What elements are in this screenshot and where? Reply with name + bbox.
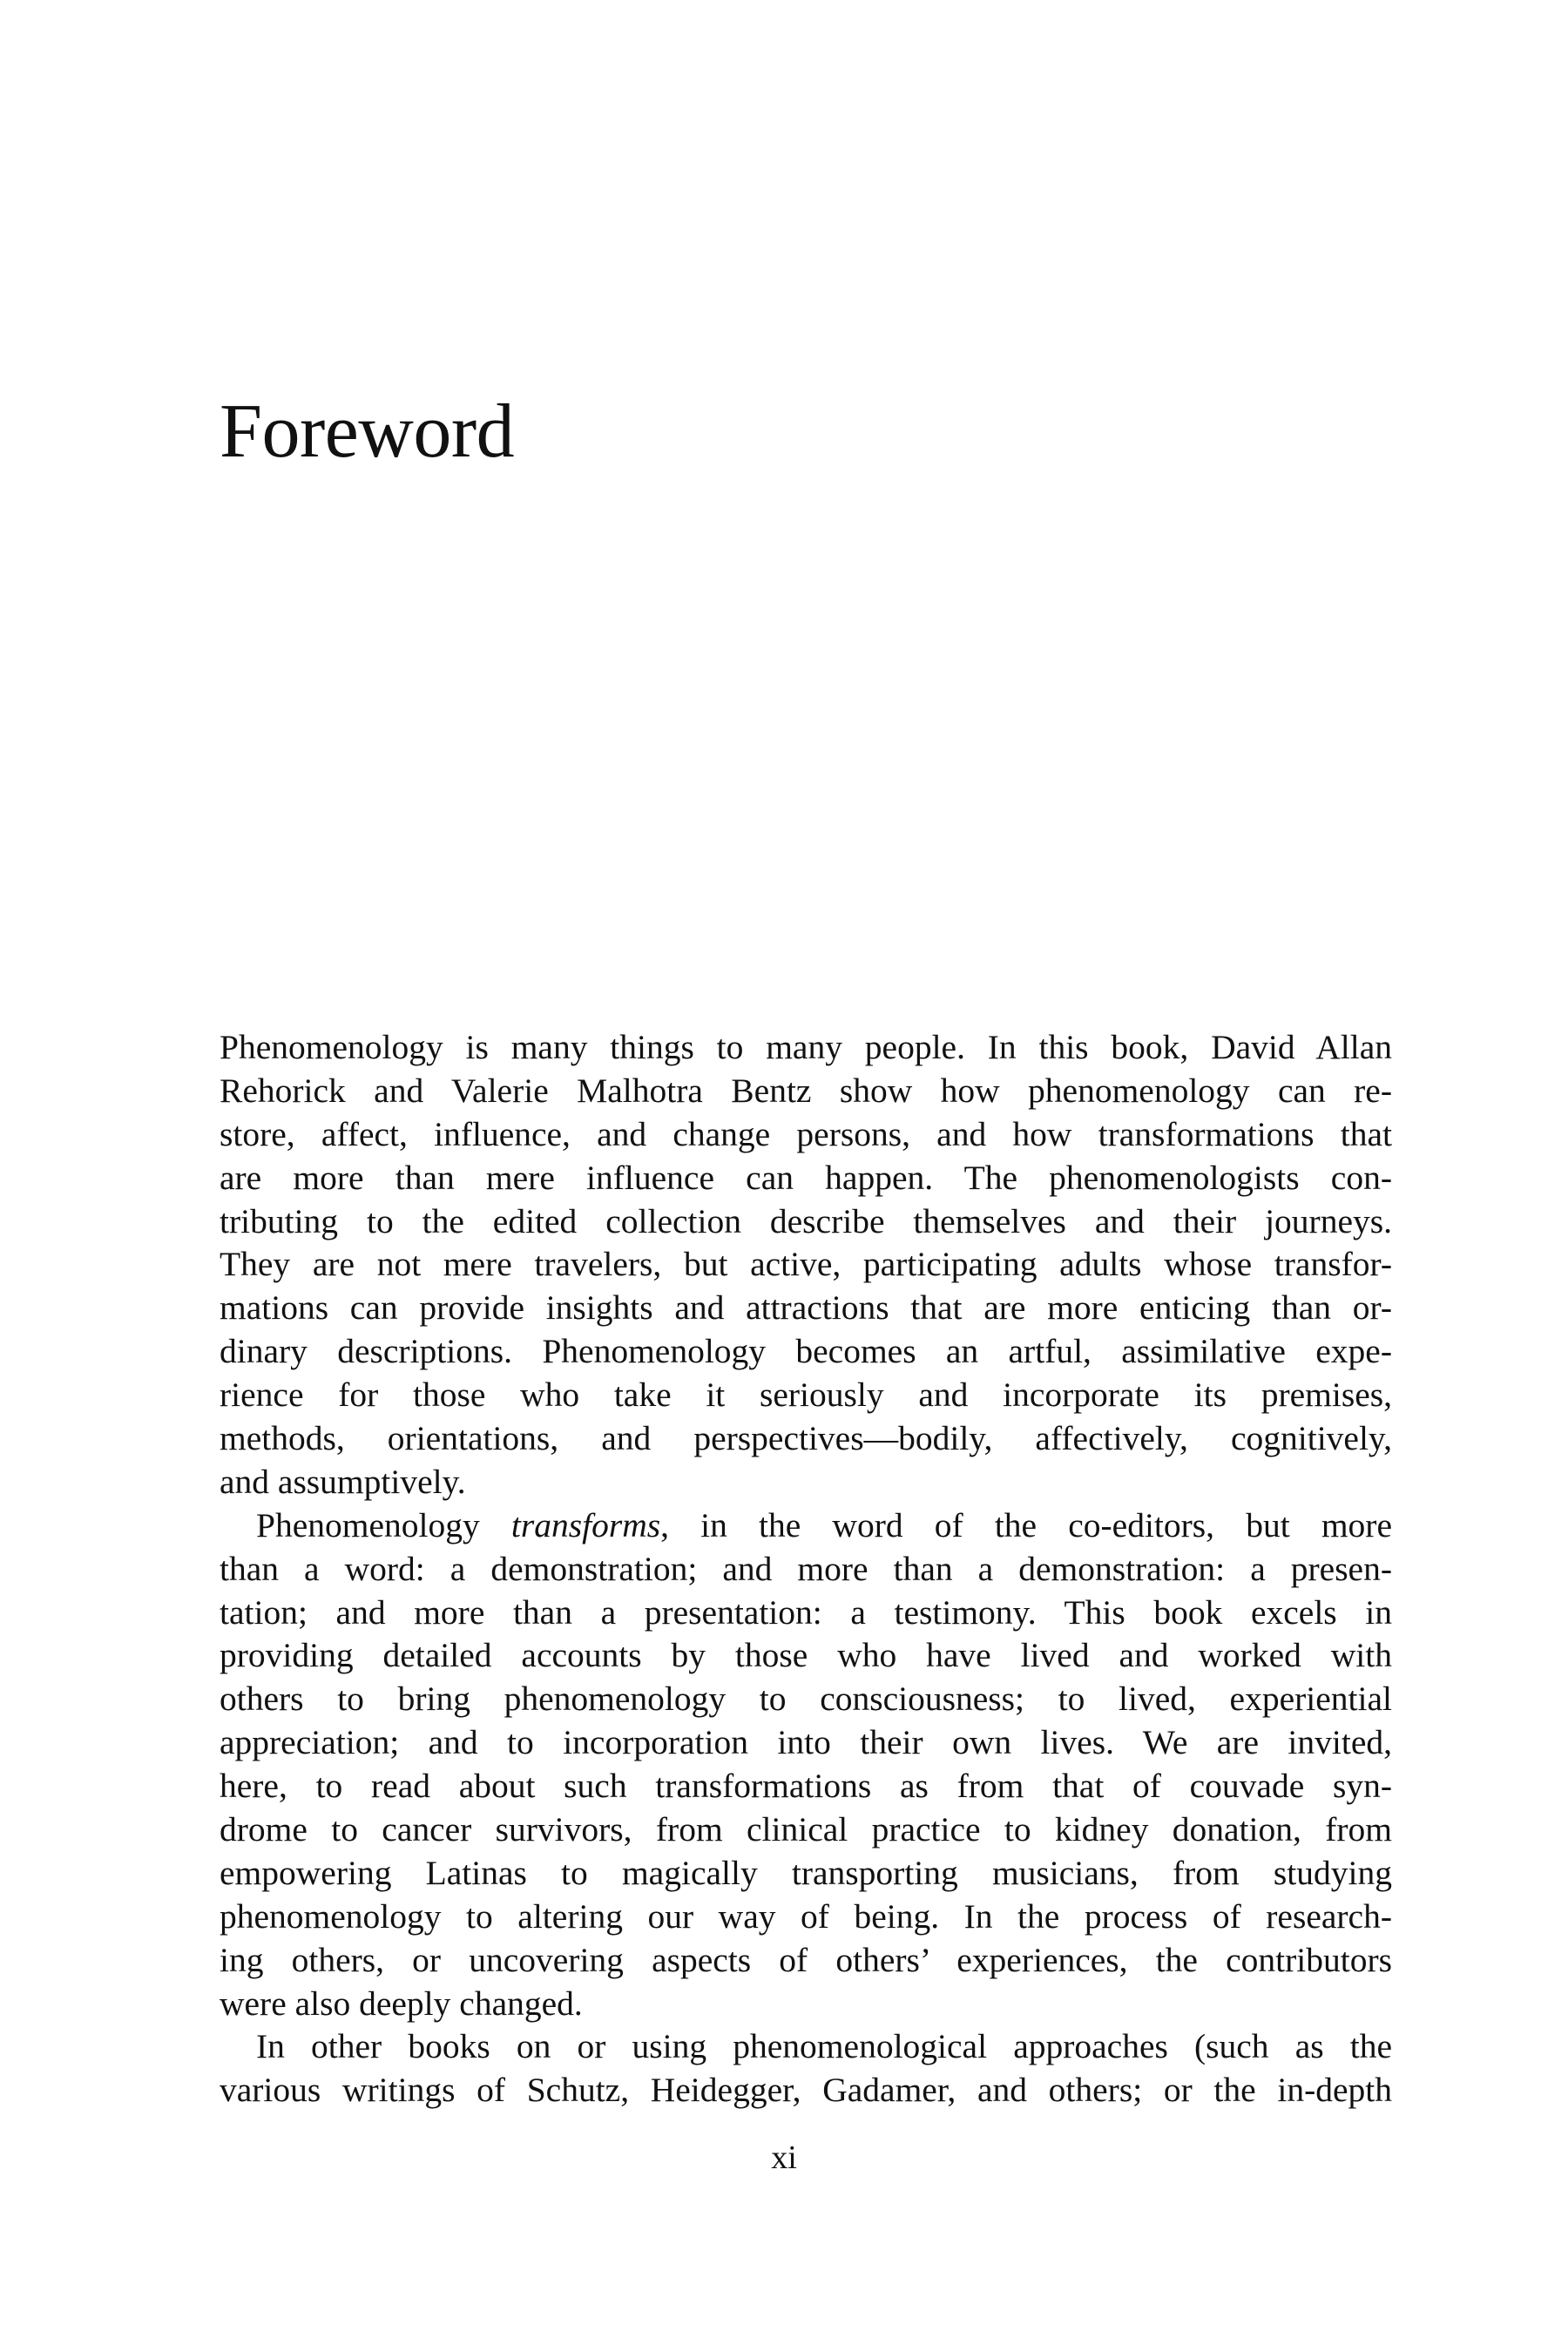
page-number: xi (771, 2139, 797, 2176)
text-line: Phenomenology is many things to many people. In this book, David Allan (220, 1028, 1392, 1066)
paragraph (220, 1504, 1392, 2026)
text-line: They are not mere travelers, but active, participating adults whose transfor- (220, 1245, 1392, 1284)
text-line: appreciation; and to incorporation into their own lives. We are invited, (220, 1723, 1392, 1762)
text-line: others to bring phenomenology to consciousness; to lived, experiential (220, 1680, 1392, 1719)
text-line: empowering Latinas to magically transporting musicians, from studying (220, 1853, 1392, 1892)
text-line: Phenomenology transforms, in the word of the co-editors, but more (256, 1505, 1392, 1544)
text-line: phenomenology to altering our way of being. In the process of research- (220, 1896, 1392, 1936)
paragraph (220, 2025, 1392, 2112)
paragraph (220, 1026, 1392, 1504)
text-line: and assumptively. (220, 1462, 466, 1501)
text-line: dinary descriptions. Phenomenology becomes an artful, assimilative expe- (220, 1332, 1392, 1371)
text-line: ing others, or uncovering aspects of others’ experiences, the contributors (220, 1940, 1392, 1979)
text-line: rience for those who take it seriously and incorporate its premises, (220, 1375, 1392, 1415)
text-line: are more than mere influence can happen. The phenomenologists con- (220, 1158, 1392, 1197)
text-line: methods, orientations, and perspectives—bodily, affectively, cognitively, (220, 1419, 1392, 1458)
text-line: mations can provide insights and attractions that are more enticing than or- (220, 1288, 1392, 1328)
chapter-title: Foreword (220, 389, 515, 474)
text-line: In other books on or using phenomenological approaches (such as the (256, 2027, 1392, 2066)
text-line: tributing to the edited collection describe themselves and their journeys. (220, 1201, 1392, 1240)
text-line: Rehorick and Valerie Malhotra Bentz show how phenomenology can re- (220, 1071, 1392, 1110)
text-line: various writings of Schutz, Heidegger, Gadamer, and others; or the in-depth (220, 2071, 1392, 2110)
text-line: than a word: a demonstration; and more than a demonstration: a presen- (220, 1549, 1392, 1588)
text-line: drome to cancer survivors, from clinical practice to kidney donation, from (220, 1810, 1392, 1849)
text-line: tation; and more than a presentation: a testimony. This book excels in (220, 1592, 1392, 1632)
body-text (220, 1026, 1392, 2112)
text-line: providing detailed accounts by those who have lived and worked with (220, 1636, 1392, 1675)
text-line: were also deeply changed. (220, 1984, 583, 2023)
emphasis: transforms (510, 1505, 661, 1544)
text-line: here, to read about such transformations as from that of couvade syn- (220, 1767, 1392, 1806)
text-line: store, affect, influence, and change persons, and how transformations that (220, 1114, 1392, 1153)
